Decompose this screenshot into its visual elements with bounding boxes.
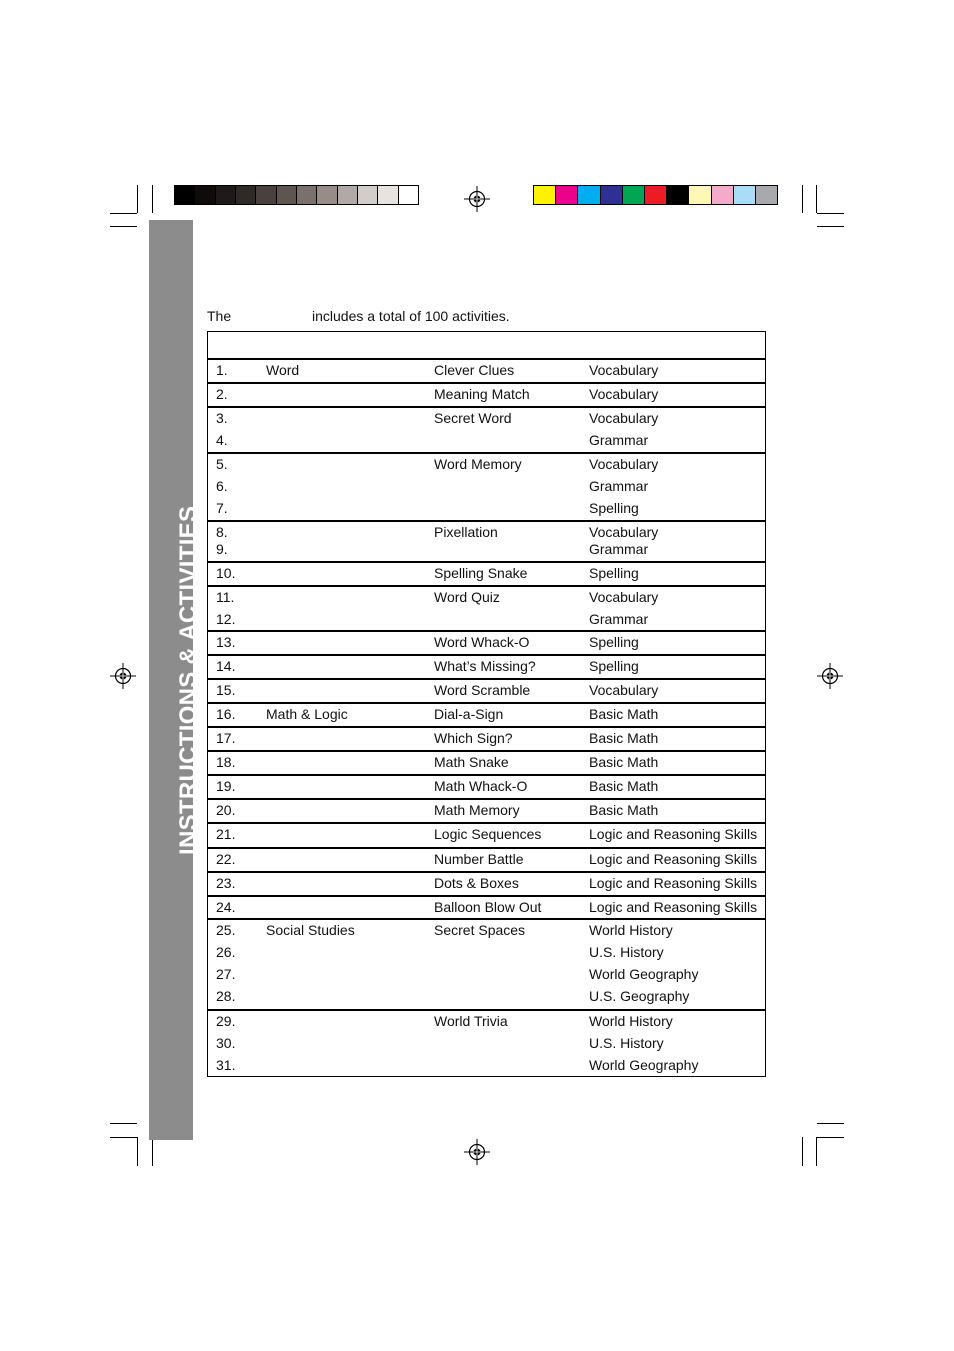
activity-number: 5.	[216, 456, 228, 472]
table-row	[208, 988, 765, 1006]
skill-cell: Basic Math	[589, 754, 659, 770]
activity-number: 11.	[216, 589, 235, 605]
activity-number: 6.	[216, 478, 228, 494]
table-row-group	[208, 798, 765, 822]
table-row	[208, 944, 765, 962]
activity-number: 16.	[216, 706, 236, 722]
skill-cell: Vocabulary	[589, 456, 659, 472]
skill-cell: Vocabulary	[589, 386, 659, 402]
activity-name: Word Memory	[434, 456, 522, 472]
color-swatch	[601, 186, 623, 204]
table-row	[208, 658, 765, 676]
color-swatch	[236, 186, 256, 204]
skill-cell: World Geography	[589, 1057, 699, 1073]
table-header-row	[208, 332, 765, 358]
skill-cell: Spelling	[589, 565, 639, 581]
activity-name: World Trivia	[434, 1013, 508, 1029]
table-row	[208, 478, 765, 496]
skill-cell: Grammar	[589, 478, 649, 494]
activity-name: Secret Spaces	[434, 922, 526, 938]
table-row	[208, 682, 765, 700]
table-row	[208, 826, 765, 844]
color-swatch	[712, 186, 734, 204]
skill-cell: Basic Math	[589, 730, 659, 746]
activity-name: Which Sign?	[434, 730, 513, 746]
table-row	[208, 1057, 765, 1075]
color-swatch	[317, 186, 337, 204]
grayscale-calibration-bar	[174, 185, 419, 205]
color-swatch	[216, 186, 236, 204]
registration-mark-icon	[464, 186, 490, 212]
table-row	[208, 432, 765, 450]
activity-name: Word Whack-O	[434, 634, 530, 650]
table-row-group	[208, 918, 765, 1009]
activity-name: Meaning Match	[434, 386, 530, 402]
table-row-group	[208, 702, 765, 726]
table-row-group	[208, 871, 765, 895]
activity-number: 29.	[216, 1013, 236, 1029]
activity-number: 17.	[216, 730, 236, 746]
skill-cell: Logic and Reasoning Skills	[589, 899, 758, 915]
subject-cell: Social Studies	[266, 922, 355, 938]
activity-number: 13.	[216, 634, 236, 650]
table-row-group	[208, 561, 765, 585]
skill-cell: World Geography	[589, 966, 699, 982]
activity-name: Dial-a-Sign	[434, 706, 504, 722]
table-row	[208, 611, 765, 629]
table-row-group	[208, 382, 765, 406]
color-swatch	[175, 186, 195, 204]
registration-mark-icon	[817, 663, 843, 689]
table-row	[208, 362, 765, 380]
color-swatch	[578, 186, 600, 204]
table-row	[208, 410, 765, 428]
skill-cell: World History	[589, 922, 673, 938]
activity-number: 19.	[216, 778, 236, 794]
skill-cell: Logic and Reasoning Skills	[589, 851, 758, 867]
table-row	[208, 500, 765, 518]
color-swatch	[667, 186, 689, 204]
table-row-group	[208, 585, 765, 630]
activity-number: 24.	[216, 899, 236, 915]
activity-number: 22.	[216, 851, 236, 867]
activity-number: 30.	[216, 1035, 236, 1051]
table-row-group	[208, 774, 765, 798]
activity-number: 31.	[216, 1057, 236, 1073]
table-row-group	[208, 520, 765, 561]
activity-number: 8.	[216, 524, 228, 540]
table-row	[208, 730, 765, 748]
table-row	[208, 386, 765, 404]
activity-number: 2.	[216, 386, 228, 402]
table-row	[208, 922, 765, 940]
table-row-group	[208, 822, 765, 847]
activity-name: Math Whack-O	[434, 778, 528, 794]
activity-name: Balloon Blow Out	[434, 899, 542, 915]
activity-number: 20.	[216, 802, 236, 818]
skill-cell: Vocabulary	[589, 410, 659, 426]
color-swatch	[734, 186, 756, 204]
table-row	[208, 899, 765, 917]
skill-cell: Vocabulary	[589, 362, 659, 378]
activity-name: What’s Missing?	[434, 658, 536, 674]
color-swatch	[756, 186, 777, 204]
activity-name: Secret Word	[434, 410, 512, 426]
table-row	[208, 802, 765, 820]
activity-number: 10.	[216, 565, 236, 581]
skill-cell: Grammar	[589, 432, 649, 448]
activity-number: 27.	[216, 966, 236, 982]
skill-cell: Spelling	[589, 500, 639, 516]
activity-number: 21.	[216, 826, 236, 842]
table-row	[208, 778, 765, 796]
intro-text-start: The	[207, 308, 232, 324]
activity-name: Word Scramble	[434, 682, 531, 698]
skill-cell: World History	[589, 1013, 673, 1029]
activity-number: 28.	[216, 988, 236, 1004]
color-calibration-bar	[533, 185, 778, 205]
skill-cell: U.S. History	[589, 944, 664, 960]
table-row	[208, 706, 765, 724]
color-swatch	[645, 186, 667, 204]
color-swatch	[689, 186, 711, 204]
sidebar-title: INSTRUCTIONS & ACTIVITIES	[175, 505, 202, 855]
color-swatch	[338, 186, 358, 204]
activity-number: 7.	[216, 500, 228, 516]
activity-name: Math Snake	[434, 754, 509, 770]
activity-name: Dots & Boxes	[434, 875, 519, 891]
color-swatch	[256, 186, 276, 204]
color-swatch	[378, 186, 398, 204]
table-row	[208, 565, 765, 583]
table-row-group	[208, 654, 765, 678]
table-row	[208, 875, 765, 893]
activity-name: Pixellation	[434, 524, 498, 540]
table-row-group	[208, 678, 765, 702]
registration-mark-icon	[464, 1139, 490, 1165]
skill-cell: Vocabulary	[589, 589, 659, 605]
activity-number: 9.	[216, 541, 228, 557]
activity-name: Number Battle	[434, 851, 524, 867]
skill-cell: Basic Math	[589, 778, 659, 794]
table-row-group	[208, 406, 765, 452]
table-row	[208, 524, 765, 542]
color-swatch	[399, 186, 418, 204]
table-row-group	[208, 630, 765, 654]
table-row	[208, 851, 765, 869]
activity-name: Clever Clues	[434, 362, 515, 378]
table-row	[208, 754, 765, 772]
table-row-group	[208, 750, 765, 774]
intro-text-end: includes a total of 100 activities.	[312, 308, 510, 324]
skill-cell: Vocabulary	[589, 524, 659, 540]
table-row-group	[208, 358, 765, 382]
skill-cell: Spelling	[589, 634, 639, 650]
activity-number: 14.	[216, 658, 236, 674]
skill-cell: Basic Math	[589, 802, 659, 818]
skill-cell: Logic and Reasoning Skills	[589, 826, 758, 842]
activity-number: 23.	[216, 875, 236, 891]
color-swatch	[623, 186, 645, 204]
activity-number: 18.	[216, 754, 236, 770]
subject-cell: Math & Logic	[266, 706, 348, 722]
activities-table	[207, 331, 766, 1077]
table-row-group	[208, 452, 765, 520]
table-row	[208, 589, 765, 607]
table-row	[208, 634, 765, 652]
activity-number: 25.	[216, 922, 236, 938]
activity-number: 12.	[216, 611, 236, 627]
skill-cell: Grammar	[589, 541, 649, 557]
skill-cell: U.S. Geography	[589, 988, 690, 1004]
subject-cell: Word	[266, 362, 300, 378]
activity-name: Spelling Snake	[434, 565, 528, 581]
table-row-group	[208, 895, 765, 918]
skill-cell: U.S. History	[589, 1035, 664, 1051]
skill-cell: Logic and Reasoning Skills	[589, 875, 758, 891]
color-swatch	[195, 186, 215, 204]
activity-number: 3.	[216, 410, 228, 426]
skill-cell: Vocabulary	[589, 682, 659, 698]
table-row	[208, 456, 765, 474]
activity-number: 4.	[216, 432, 228, 448]
activity-number: 26.	[216, 944, 236, 960]
color-swatch	[358, 186, 378, 204]
activity-number: 15.	[216, 682, 236, 698]
activity-number: 1.	[216, 362, 228, 378]
color-swatch	[297, 186, 317, 204]
table-row	[208, 541, 765, 559]
table-row	[208, 1035, 765, 1053]
activity-name: Math Memory	[434, 802, 520, 818]
table-row	[208, 1013, 765, 1031]
skill-cell: Basic Math	[589, 706, 659, 722]
color-swatch	[277, 186, 297, 204]
skill-cell: Grammar	[589, 611, 649, 627]
registration-mark-icon	[110, 663, 136, 689]
table-row-group	[208, 726, 765, 750]
table-row	[208, 966, 765, 984]
color-swatch	[534, 186, 556, 204]
skill-cell: Spelling	[589, 658, 639, 674]
activity-name: Logic Sequences	[434, 826, 542, 842]
activity-name: Word Quiz	[434, 589, 500, 605]
color-swatch	[556, 186, 578, 204]
table-row-group	[208, 1009, 765, 1077]
table-row-group	[208, 847, 765, 871]
